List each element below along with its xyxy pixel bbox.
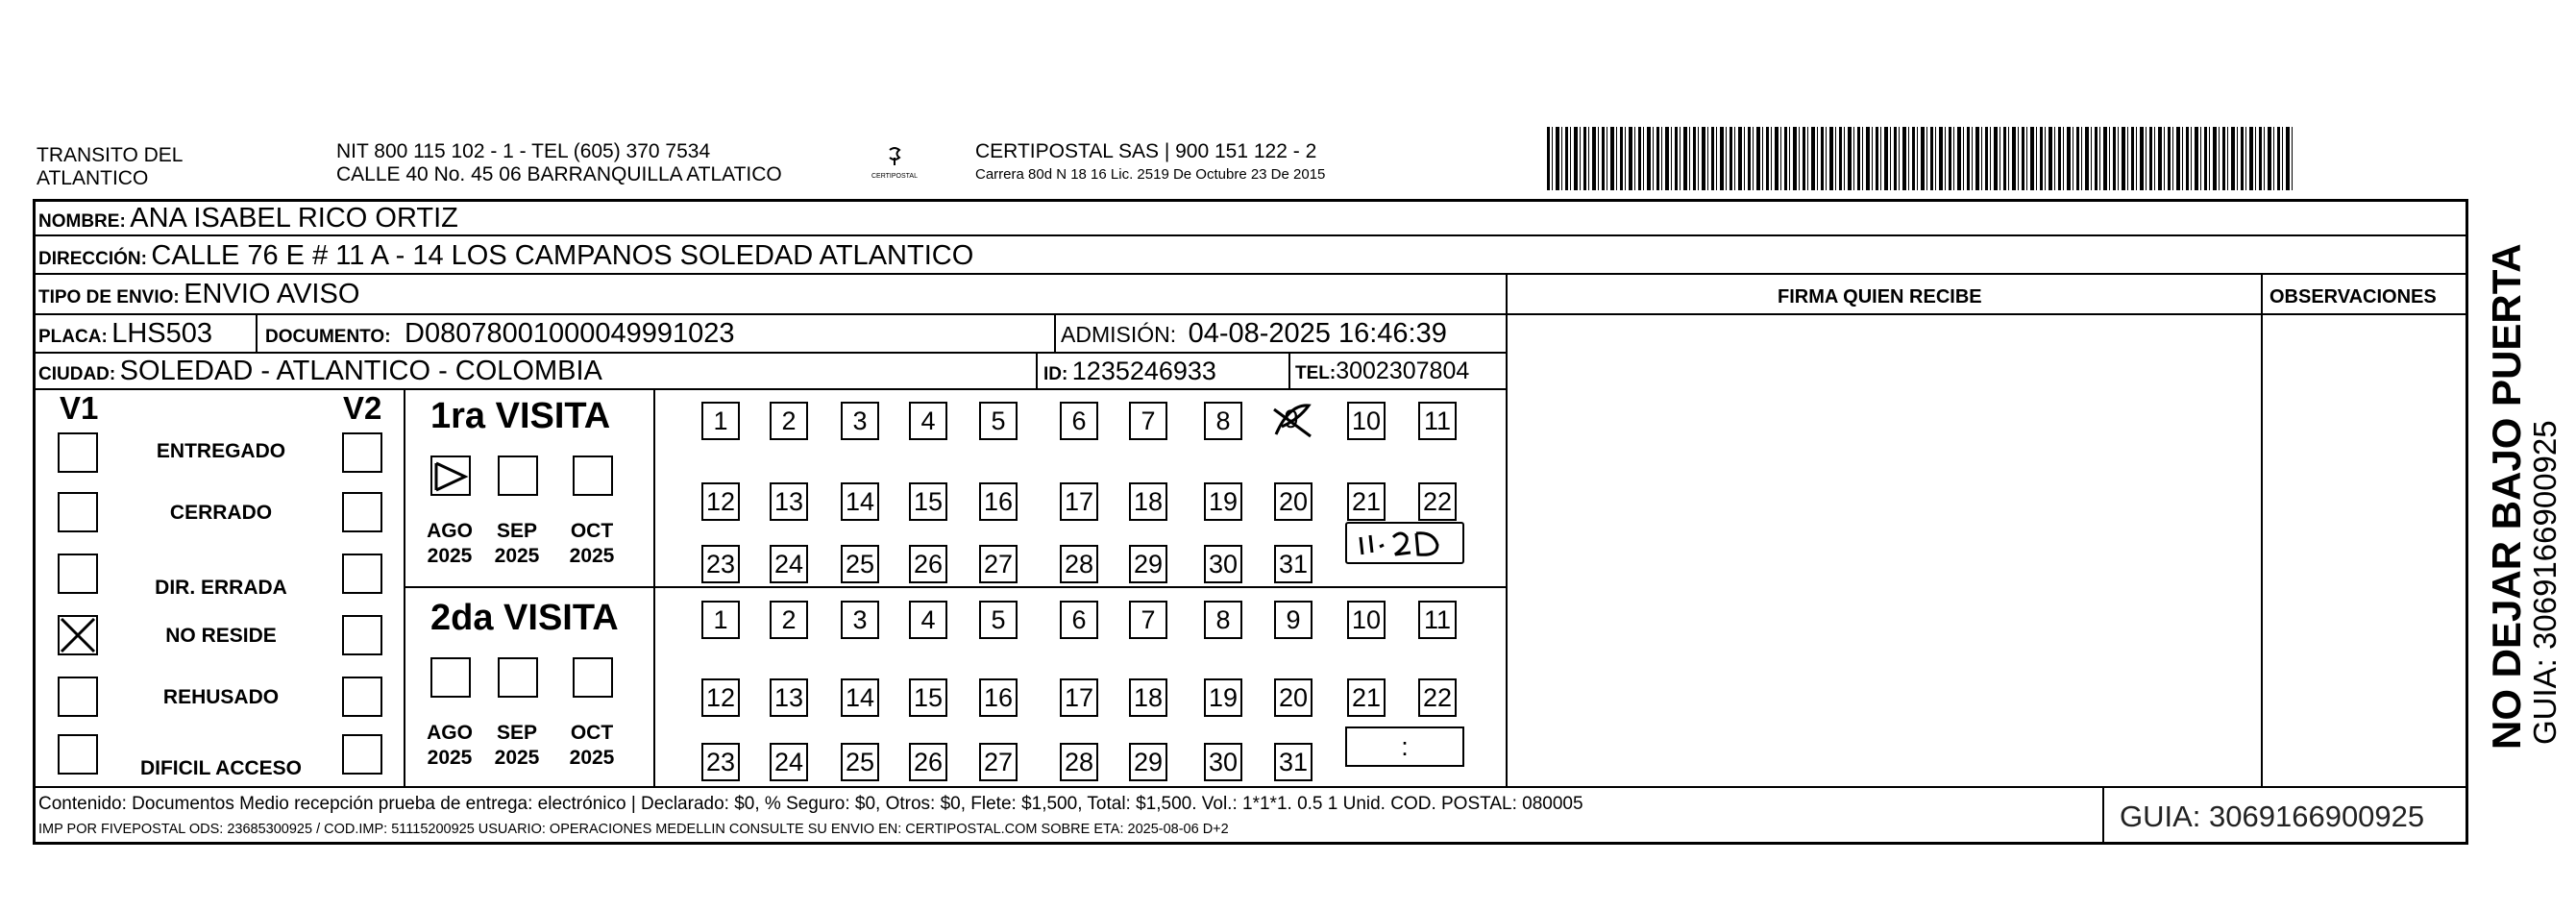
second-visit-day[interactable]: 26 (909, 743, 947, 781)
first-visit-day[interactable]: 3 (841, 402, 879, 440)
courier-info (975, 140, 1325, 184)
month-label (488, 519, 546, 569)
first-visit-day[interactable]: 10 (1347, 402, 1386, 440)
first-visit-day[interactable]: 25 (841, 545, 879, 583)
first-visit-day[interactable]: 28 (1060, 545, 1098, 583)
tel-cell (1295, 355, 1469, 391)
month-year: 2025 (494, 545, 540, 567)
recipient-name: ANA ISABEL RICO ORTIZ (130, 203, 458, 234)
first-visit-day[interactable]: 29 (1129, 545, 1167, 583)
courier-license: Carrera 80d N 18 16 Lic. 2519 De Octubre 23 De 2015 (975, 166, 1326, 183)
city-cell (38, 355, 602, 392)
second-visit-day[interactable]: 20 (1274, 678, 1313, 717)
send-type-label: TIPO DE ENVIO: (38, 287, 180, 308)
first-visit-day[interactable]: 27 (979, 545, 1018, 583)
content-line: Contenido: Documentos Medio recepción prueba de entrega: electrónico | Declarado: $0, % Seguro: $0, Otros: $0, Flete: $1,500, Total: $1,500. Vol.: 1*1*1. 0.5 1 Unid. COD. POSTAL: 080005 (38, 794, 1583, 814)
second-visit-day[interactable]: 22 (1418, 678, 1457, 717)
first-visit-day[interactable]: 16 (979, 482, 1018, 521)
admission-date: 04-08-2025 16:46:39 (1188, 318, 1447, 349)
first-visit-day[interactable]: 19 (1204, 482, 1242, 521)
recipient-address: CALLE 76 E # 11 A - 14 LOS CAMPANOS SOLEDAD ATLANTICO (151, 240, 974, 271)
second-visit-day[interactable]: 29 (1129, 743, 1167, 781)
status-label: DIR. ERRADA (155, 577, 287, 599)
second-visit-day[interactable]: 7 (1129, 601, 1167, 639)
tel-number: 3002307804 (1336, 357, 1470, 384)
first-visit-time-box[interactable] (1345, 522, 1464, 564)
plate-label: PLACA: (38, 327, 108, 347)
imp-line: IMP POR FIVEPOSTAL ODS: 23685300925 / COD.IMP: 51115200925 USUARIO: OPERACIONES MEDELLIN CONSULTE SU ENVIO EN: CERTIPOSTAL.COM SOBRE ETA: 2025-08-06 D+2 (38, 822, 1229, 837)
second-visit-day[interactable]: 8 (1204, 601, 1242, 639)
second-visit-day[interactable]: 17 (1060, 678, 1098, 717)
observations-header: OBSERVACIONES (2269, 286, 2437, 308)
second-visit-day[interactable]: 4 (909, 601, 947, 639)
admission-label: ADMISIÓN: (1061, 322, 1177, 347)
first-visit-day[interactable]: 13 (770, 482, 808, 521)
plate: LHS503 (111, 318, 213, 349)
second-visit-day[interactable]: 12 (701, 678, 740, 717)
first-visit-day[interactable]: 31 (1274, 545, 1313, 583)
v1-checkbox[interactable] (58, 432, 98, 473)
second-visit-day[interactable]: 28 (1060, 743, 1098, 781)
first-visit-month-checkbox[interactable] (573, 456, 613, 496)
second-visit-day[interactable]: 13 (770, 678, 808, 717)
handwritten-time (1347, 524, 1462, 562)
city: SOLEDAD - ATLANTICO - COLOMBIA (119, 356, 602, 386)
v1-checkbox[interactable] (58, 677, 98, 717)
delivery-form (33, 199, 2468, 845)
admission-cell (1061, 317, 1447, 355)
second-visit-title: 2da VISITA (430, 598, 619, 638)
first-visit-day[interactable]: 17 (1060, 482, 1098, 521)
first-visit-day[interactable]: 22 (1418, 482, 1457, 521)
month-name: OCT (570, 722, 614, 744)
id-label: ID: (1043, 364, 1068, 384)
status-label: ENTREGADO (156, 440, 286, 462)
signature-header: FIRMA QUIEN RECIBE (1778, 286, 1982, 308)
second-visit-day[interactable]: 21 (1347, 678, 1386, 717)
status-label: NO RESIDE (165, 625, 277, 647)
v1-checkbox[interactable] (58, 615, 98, 655)
month-label (563, 721, 621, 771)
second-visit-day[interactable]: 19 (1204, 678, 1242, 717)
sender-info (336, 140, 782, 186)
month-name: AGO (427, 722, 473, 744)
first-visit-day[interactable]: 11 (1418, 402, 1457, 440)
side-warning: NO DEJAR BAJO PUERTA (2484, 243, 2529, 750)
logo-text: CERTIPOSTAL (871, 173, 918, 180)
document-number: D08078001000049991023 (405, 318, 735, 349)
v1-checkbox[interactable] (58, 554, 98, 594)
first-visit-day[interactable]: 8 (1204, 402, 1242, 440)
document-label: DOCUMENTO: (265, 327, 391, 347)
address-row (38, 239, 973, 277)
status-label: REHUSADO (162, 686, 280, 708)
sender-address: CALLE 40 No. 45 06 BARRANQUILLA ATLATICO (336, 163, 782, 185)
status-label: DIFICIL ACCESO (139, 757, 302, 779)
first-visit-day[interactable]: 26 (909, 545, 947, 583)
first-visit-day[interactable]: 6 (1060, 402, 1098, 440)
status-label: CERRADO (169, 502, 273, 524)
second-visit-day[interactable]: 15 (909, 678, 947, 717)
second-visit-day[interactable]: 27 (979, 743, 1018, 781)
v2-checkbox[interactable] (342, 432, 382, 473)
first-visit-day[interactable]: 9 (1274, 402, 1313, 440)
month-name: SEP (496, 722, 538, 744)
send-type: ENVIO AVISO (184, 279, 360, 309)
first-visit-day[interactable]: 30 (1204, 545, 1242, 583)
first-visit-day[interactable]: 12 (701, 482, 740, 521)
second-visit-day[interactable]: 9 (1274, 601, 1313, 639)
first-visit-day[interactable]: 7 (1129, 402, 1167, 440)
id-number: 1235246933 (1071, 357, 1216, 385)
month-label (421, 721, 478, 771)
address-label: DIRECCIÓN: (38, 249, 147, 269)
second-visit-day[interactable]: 1 (701, 601, 740, 639)
month-year: 2025 (427, 747, 473, 769)
v1-header: V1 (60, 390, 99, 426)
v2-checkbox[interactable] (342, 734, 382, 775)
second-visit-day[interactable]: 6 (1060, 601, 1098, 639)
second-visit-day[interactable]: 2 (770, 601, 808, 639)
month-name: OCT (570, 520, 614, 542)
v2-checkbox[interactable] (342, 615, 382, 655)
month-name: AGO (427, 520, 473, 542)
barcode (1547, 127, 2293, 190)
month-name: SEP (496, 520, 538, 542)
month-year: 2025 (427, 545, 473, 567)
second-visit-day[interactable]: 24 (770, 743, 808, 781)
second-visit-day[interactable]: 16 (979, 678, 1018, 717)
first-visit-day[interactable]: 18 (1129, 482, 1167, 521)
document-cell (265, 317, 735, 355)
sender-org-line1: TRANSITO DEL (37, 144, 184, 166)
footer-guia: GUIA: 3069166900925 (2120, 800, 2425, 833)
month-year: 2025 (494, 747, 540, 769)
second-visit-month-checkbox[interactable] (498, 657, 538, 698)
second-visit-day[interactable]: 23 (701, 743, 740, 781)
second-visit-day[interactable]: 14 (841, 678, 879, 717)
plate-cell (38, 317, 212, 355)
v2-checkbox[interactable] (342, 677, 382, 717)
second-visit-month-checkbox[interactable] (430, 657, 471, 698)
v1-checkbox[interactable] (58, 734, 98, 775)
month-label (421, 519, 478, 569)
second-visit-day[interactable]: 5 (979, 601, 1018, 639)
name-row (38, 202, 458, 239)
first-visit-day[interactable]: 2 (770, 402, 808, 440)
second-visit-day[interactable]: 31 (1274, 743, 1313, 781)
id-cell (1043, 355, 1216, 392)
first-visit-day[interactable]: 14 (841, 482, 879, 521)
first-visit-day[interactable]: 24 (770, 545, 808, 583)
first-visit-month-checkbox[interactable] (498, 456, 538, 496)
first-visit-month-checkbox[interactable] (430, 456, 471, 496)
v2-checkbox[interactable] (342, 554, 382, 594)
second-visit-month-checkbox[interactable] (573, 657, 613, 698)
second-visit-day[interactable]: 25 (841, 743, 879, 781)
second-visit-day[interactable]: 30 (1204, 743, 1242, 781)
city-label: CIUDAD: (38, 364, 116, 384)
second-visit-day[interactable]: 3 (841, 601, 879, 639)
first-visit-day[interactable]: 21 (1347, 482, 1386, 521)
month-label (563, 519, 621, 569)
first-visit-day[interactable]: 1 (701, 402, 740, 440)
send-type-row (38, 278, 359, 315)
v1-checkbox[interactable] (58, 492, 98, 532)
v2-header: V2 (343, 390, 382, 426)
sender-org (37, 144, 183, 190)
side-guia: GUIA: 3069166900925 (2527, 420, 2563, 745)
sender-nit: NIT 800 115 102 - 1 - TEL (605) 370 7534 (336, 140, 711, 162)
first-visit-day[interactable]: 5 (979, 402, 1018, 440)
month-label (488, 721, 546, 771)
tel-label: TEL: (1295, 363, 1337, 383)
month-year: 2025 (569, 545, 615, 567)
certipostal-logo (861, 144, 928, 186)
first-visit-day[interactable]: 20 (1274, 482, 1313, 521)
first-visit-day[interactable]: 4 (909, 402, 947, 440)
first-visit-day[interactable]: 23 (701, 545, 740, 583)
month-year: 2025 (569, 747, 615, 769)
courier-name: CERTIPOSTAL SAS | 900 151 122 - 2 (975, 140, 1317, 162)
name-label: NOMBRE: (38, 211, 126, 232)
first-visit-title: 1ra VISITA (430, 396, 611, 436)
second-visit-day[interactable]: 11 (1418, 601, 1457, 639)
second-visit-day[interactable]: 18 (1129, 678, 1167, 717)
second-visit-time-box[interactable]: : (1345, 726, 1464, 767)
v2-checkbox[interactable] (342, 492, 382, 532)
second-visit-day[interactable]: 10 (1347, 601, 1386, 639)
sender-org-line2: ATLANTICO (37, 167, 149, 189)
first-visit-day[interactable]: 15 (909, 482, 947, 521)
